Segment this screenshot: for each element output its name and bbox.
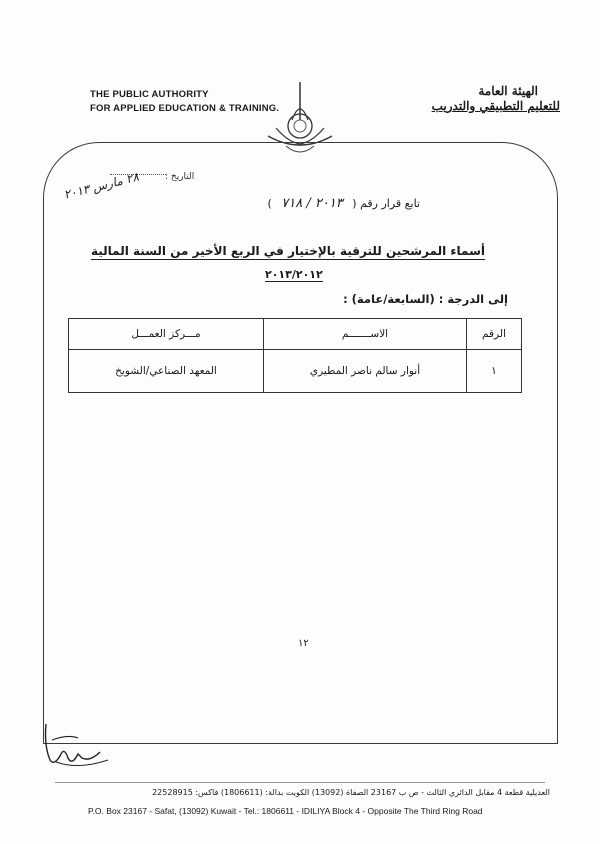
row-name: أنوار سالم ناصر المطيري	[264, 350, 467, 393]
arabic-header-line2: للتعليم التطبيقي والتدريب	[431, 99, 560, 113]
english-header-line1: THE PUBLIC AUTHORITY	[90, 89, 209, 100]
arabic-header-line1: الهيئة العامة	[478, 84, 538, 98]
handwritten-date: ٢٨ مارس ٢٠١٣	[62, 169, 141, 202]
header-number: الرقم	[467, 319, 522, 350]
document-frame	[43, 142, 558, 744]
decision-close: )	[267, 197, 272, 210]
table-row	[69, 350, 522, 393]
page-number: ١٢	[298, 638, 309, 649]
handwritten-signature	[38, 716, 118, 772]
decision-reference	[267, 196, 420, 211]
footer-arabic-address: العديلية قطعة 4 مقابل الدائري الثالث - ص ب 23167 الصفاة (13092) الكويت بدالة: (1806611) فاكس: 22528915	[152, 788, 550, 797]
footer-divider	[55, 782, 545, 783]
row-workplace: المعهد الصناعي/الشويخ	[69, 350, 264, 393]
english-header-line2: FOR APPLIED EDUCATION & TRAINING.	[90, 103, 280, 114]
grade-line: إلى الدرجة : (السابعة/عامة) :	[343, 292, 508, 306]
english-header	[90, 88, 279, 116]
row-number: ١	[467, 350, 522, 393]
date-label: التاريخ :	[165, 172, 195, 182]
decision-label: تابع قرار رقم (	[352, 197, 420, 210]
decision-number: ٢٠١٣ / ٧١٨	[281, 196, 343, 211]
header-name: الاســـــــم	[264, 319, 467, 350]
fiscal-year: ٢٠١٣/٢٠١٢	[265, 268, 323, 281]
document-title: أسماء المرشحين للترقية بالإختيار في الربع الأخير من السنة المالية	[90, 244, 485, 258]
arabic-header	[432, 84, 560, 114]
table-header-row	[69, 319, 522, 350]
footer-english-address: P.O. Box 23167 - Safat, (13092) Kuwait - Tel.: 1806611 - IDILIYA Block 4 - Opposite The Third Ring Road	[88, 806, 483, 816]
header-workplace: مـــركز العمـــل	[69, 319, 264, 350]
nominees-table	[68, 318, 522, 393]
